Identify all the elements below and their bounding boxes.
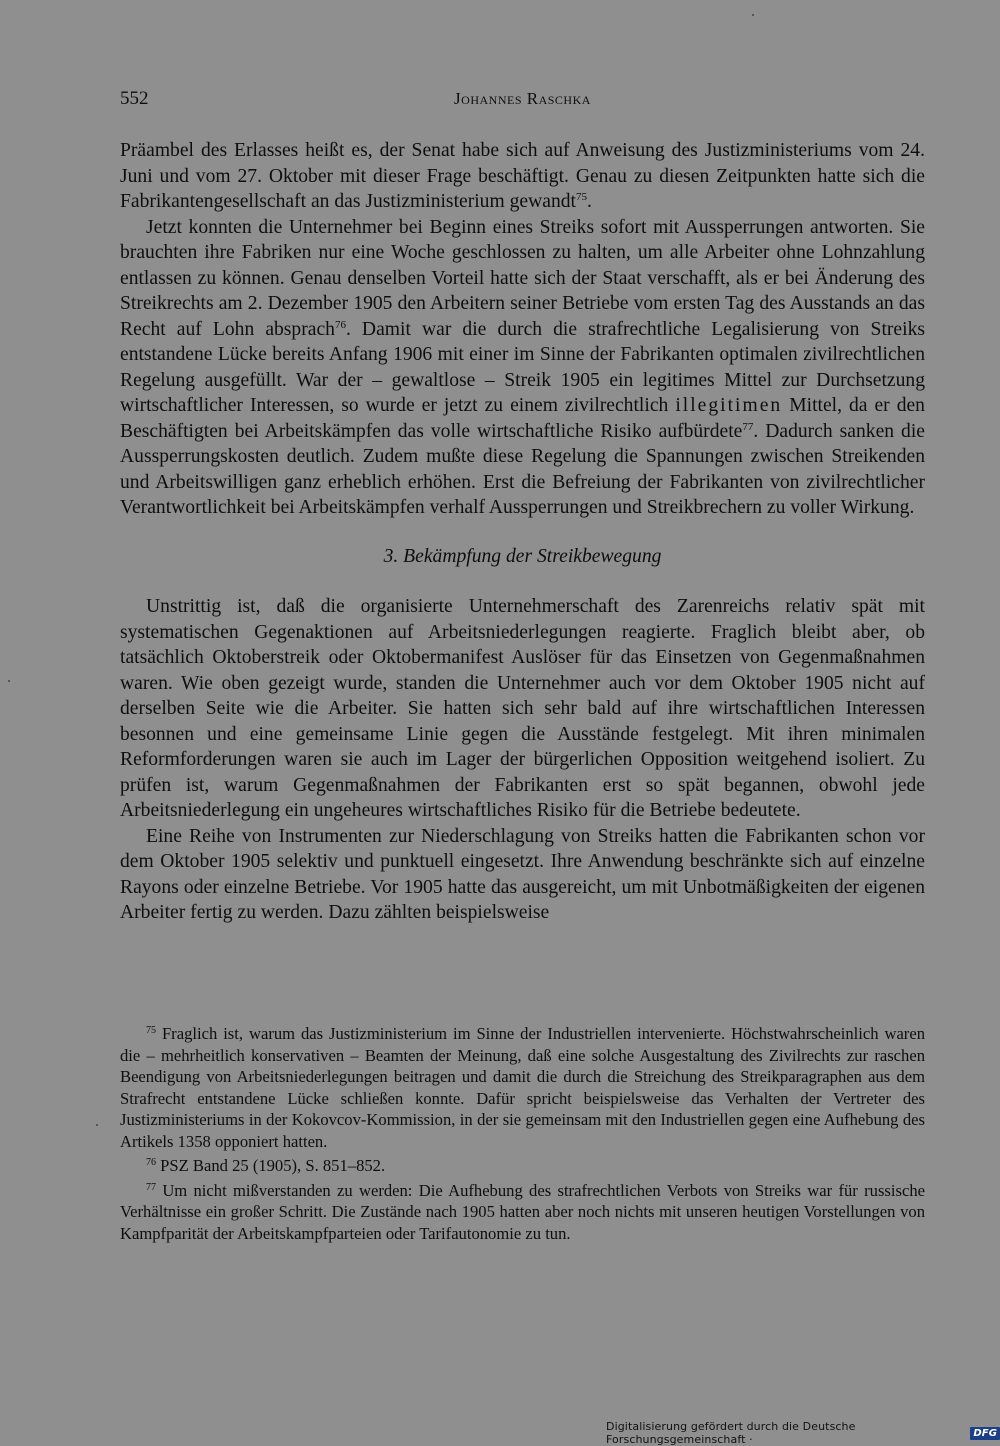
paragraph-text: Jetzt konnten die Unternehmer bei Beginn eines Streiks sofort mit Aussperrungen antworten. Sie brauchten ihre Fabriken nur eine Woche geschlossen zu halten, um alle Arbeiter ohne Lohnzahlung entlassen zu können. Genau denselben Vorteil hatte sich der Staat verschafft, als er bei Änderung des Streikrechts am 2. Dezember 1905 den Arbeitern seiner Betriebe vom ersten Tag des Ausstands an das Recht auf Lohn absprach — [120, 216, 925, 340]
footnote-76 — [120, 1155, 925, 1177]
digitization-notice — [606, 1420, 1000, 1446]
running-head — [120, 88, 925, 114]
section-heading: 3. Bekämpfung der Streikbewegung — [383, 545, 662, 567]
paragraph-text: Mittel, da er den Beschäftigten bei Arbeitskämpfen das volle wirtschaftliche Risiko aufbürdete — [120, 395, 925, 442]
paragraph-text: Präambel des Erlasses heißt es, der Senat habe sich auf Anweisung des Justizministeriums vom 24. Juni und vom 27. Oktober mit dieser Frage beschäftigt. Genau zu diesen Zeitpunkten hatte sich die Fabrikantengesellschaft an das Justizministerium gewandt — [120, 140, 925, 212]
footnote-text: PSZ Band 25 (1905), S. 851–852. — [160, 1156, 386, 1175]
footnote-number: 75 — [146, 1025, 156, 1036]
footnote-ref-77: 77 — [742, 420, 754, 433]
footnote-text: Fraglich ist, warum das Justizministerium im Sinne der Industriellen intervenierte. Höchstwahrscheinlich waren die – mehrheitlich konservativen – Beamten der Meinung, daß eine solche Ausgestaltung des Zivilrechts zur raschen Beendigung von Arbeitsniederlegungen beitragen und damit die durch die Streichung des Streikparagraphen aus dem Strafrecht entstandene Lücke schließen konnte. Dafür spricht beispielsweise das Verhalten der Vertreter des Justizministeriums in der Kokovcov-Kommission, in der sie gemeinsam mit den Industriellen gegen eine Aufhebung des Artikels 1358 opponiert hatten. — [120, 1024, 925, 1151]
footnotes — [120, 1023, 925, 1247]
paragraph-text: . — [587, 191, 592, 212]
footnote-ref-76: 76 — [334, 318, 346, 331]
dfg-logo-icon[interactable]: DFG — [970, 1427, 1000, 1440]
scan-speck — [96, 1124, 98, 1126]
paragraph-1 — [120, 138, 925, 215]
footnote-ref-75: 75 — [576, 191, 587, 203]
paragraph-text: . Dadurch sanken die Aussperrungskosten deutlich. Zudem mußte diese Regelung die Spannungen zwischen Streikenden und Arbeitswilligen ganz erheblich erhöhen. Erst die Befreiung der Fabrikanten von zivilrechtlicher Verantwortlichkeit bei Arbeitskämpfen verhalf Aussperrungen und Streikbrechern zu voller Wirkung. — [120, 420, 925, 518]
page-number: 552 — [120, 88, 149, 109]
scan-speck — [8, 680, 10, 682]
paragraph-2 — [120, 215, 925, 521]
emphasized-word: illegitimen — [675, 395, 783, 416]
running-title: Johannes Raschka — [454, 89, 591, 108]
footnote-77 — [120, 1180, 925, 1245]
body-text — [120, 138, 925, 926]
paragraph-text: . Damit war die durch die strafrechtliche Legalisierung von Streiks entstandene Lücke bereits Anfang 1906 mit einer im Sinne der Fabrikanten optimalen zivilrechtlichen Regelung ausgefüllt. War der – gewaltlose – Streik 1905 ein legitimes Mittel zur Durchsetzung wirtschaftlicher Interessen, so wurde er jetzt zu einem zivilrechtlich — [120, 318, 925, 416]
footnote-75 — [120, 1023, 925, 1152]
paragraph-4: Eine Reihe von Instrumenten zur Niederschlagung von Streiks hatten die Fabrikanten schon vor dem Oktober 1905 selektiv und punktuell eingesetzt. Ihre Anwendung beschränkte sich auf einzelne Rayons oder einzelne Betriebe. Vor 1905 hatte das ausgereicht, um mit Unbotmäßigkeiten der eigenen Arbeiter fertig zu werden. Dazu zählten beispielsweise — [120, 825, 925, 923]
digitization-notice-text: Digitalisierung gefördert durch die Deutsche Forschungsgemeinschaft · — [606, 1420, 856, 1446]
scan-speck — [752, 14, 754, 16]
footnote-number: 76 — [146, 1157, 156, 1168]
footnote-text: Um nicht mißverstanden zu werden: Die Aufhebung des strafrechtlichen Verbots von Streiks war für russische Verhältnisse ein großer Schritt. Die Zustände nach 1905 hatten aber noch nichts mit unseren heutigen Vorstellungen von Kampfparität der Arbeitskampfparteien oder Tarifautonomie zu tun. — [120, 1180, 925, 1243]
footnote-number: 77 — [146, 1181, 156, 1193]
paragraph-3: Unstrittig ist, daß die organisierte Unternehmerschaft des Zarenreichs relativ spät mit systematischen Gegenaktionen auf Arbeitsniederlegungen reagierte. Fraglich bleibt aber, ob tatsächlich Oktoberstreik oder Oktobermanifest Auslöser für das Einsetzen von Gegenmaßnahmen waren. Wie oben gezeigt wurde, standen die Unternehmer auch vor dem Oktober 1905 nicht auf derselben Seite wie die Arbeiter. Sie hatten sich sehr bald auf ihre wirtschaftlichen Interessen besonnen und eine gemeinsame Linie gegen die Ausstände festgelegt. Mit ihren minimalen Reformforderungen waren sie auch im Lager der bürgerlichen Opposition weitgehend isoliert. Zu prüfen ist, warum Gegenmaßnahmen der Fabrikanten erst so spät begannen, obwohl jede Arbeitsniederlegung ein ungeheures wirtschaftliches Risiko für die Betriebe bedeutete. — [120, 596, 925, 821]
